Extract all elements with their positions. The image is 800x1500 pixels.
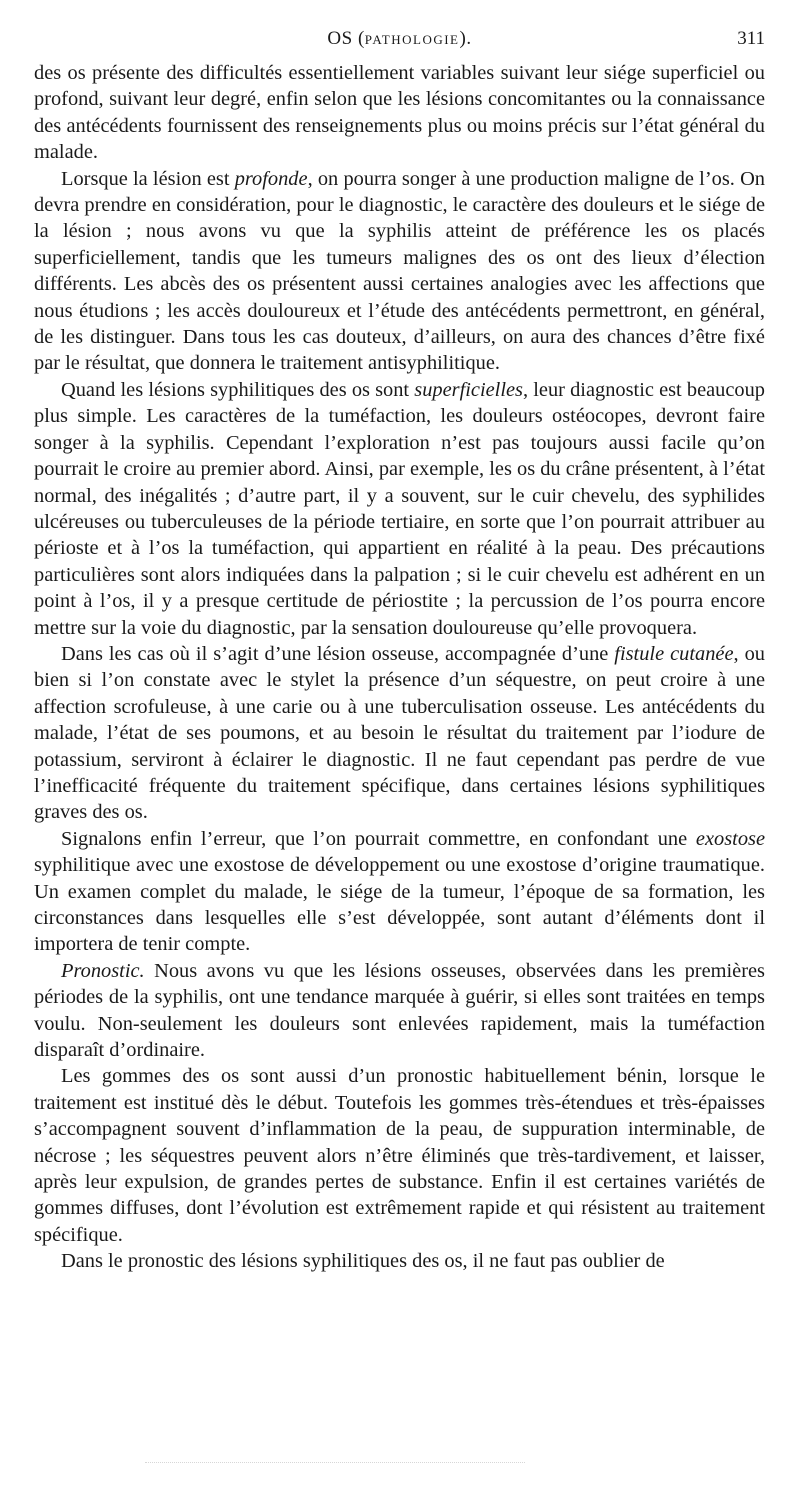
paragraph — [34, 1063, 765, 1248]
text-run: Dans le pronostic des lésions syphilitiques des os, il ne faut pas oublier de — [61, 1250, 665, 1273]
text-run: Nous avons vu que les lésions osseuses, observées dans les premières périodes de la syphilis, ont une tendance marquée à guérir, si elles sont traitées en temps voulu. Non-seulement les douleurs sont enlevées rapidement, mais la tuméfaction disparaît d’ordinaire. — [34, 959, 765, 1062]
text-run: des os présente des difficultés essentiellement variables suivant leur siége superficiel ou profond, suivant leur degré, enfin selon que les lésions concomitantes ou la connaissance des antécédents fournissent des renseignements plus ou moins précis sur l’état général du malade. — [34, 62, 765, 164]
paragraph — [34, 1248, 765, 1274]
text-run: , leur diagnostic est beaucoup plus simple. Les caractères de la tuméfaction, les douleurs ostéocopes, devront faire songer à la syphilis. Cependant l’exploration n’est pas toujours aussi facile qu’on pourrait le croire au premier abord. Ainsi, par exemple, les os du crâne présentent, à l’état normal, des inégalités ; d’autre part, il y a souvent, sur le cuir chevelu, des syphilides ulcéreuses ou tuberculeuses de la période tertiaire, en sorte que l’on pourrait attribuer au périoste et à l’os la tuméfaction, qui appartient en réalité à la peau. Des précautions particulières sont alors indiquées dans la palpation ; si le cuir chevelu est adhérent en un point à l’os, il y a presque certitude de périostite ; la percussion de l’os pourra encore mettre sur la voie du diagnostic, par la sensation douloureuse qu’elle provoquera. — [34, 378, 766, 639]
paragraph — [34, 377, 765, 641]
running-head — [34, 28, 765, 60]
italic-text: fistule cutanée — [614, 642, 734, 665]
paragraph — [34, 958, 765, 1064]
italic-text: Pronostic. — [61, 959, 145, 982]
text-run: , ou bien si l’on constate avec le stylet la présence d’un séquestre, on peut croire à une affection scrofuleuse, à une carie ou à une tuberculisation osseuse. Les antécédents du malade, l’état de ses poumons, et au besoin le résultat du traitement par l’iodure de potassium, serviront à éclairer le diagnostic. Il ne faut cependant pas perdre de vue l’inefficacité fréquente du traitement spécifique, dans certaines lésions syphilitiques graves des os. — [34, 642, 765, 824]
text-run: Quand les lésions syphilitiques des os sont — [61, 378, 415, 401]
text-run: Dans les cas où il s’agit d’une lésion osseuse, accompagnée d’une — [61, 642, 615, 665]
text-run: syphilitique avec une exostose de développement ou une exostose d’origine traumatique. Un examen complet du malade, le siége de la tumeur, l’époque de sa formation, les circonstances dans lesquelles elle s’est développée, sont autant d’éléments dont il importera de tenir compte. — [34, 854, 765, 956]
paragraph — [34, 60, 765, 166]
paragraph — [34, 166, 765, 377]
running-title — [34, 28, 765, 50]
running-title-prefix: OS ( — [327, 28, 365, 49]
text-run: Signalons enfin l’erreur, que l’on pourrait commettre, en confondant une — [61, 827, 696, 850]
italic-text: superficielles — [414, 378, 523, 401]
paragraph — [34, 826, 765, 958]
page-number: 311 — [737, 28, 765, 49]
page — [34, 28, 765, 1275]
text-run: Lorsque la lésion est — [61, 167, 235, 190]
running-title-smallcaps: PATHOLOGIE — [364, 32, 460, 47]
italic-text: exostose — [695, 827, 765, 850]
body-text — [34, 60, 765, 1275]
italic-text: profonde — [234, 167, 308, 190]
text-run: Les gommes des os sont aussi d’un pronostic habituellement bénin, lorsque le traitement est institué dès le début. Toutefois les gommes très-étendues et très-épaisses s’accompagnent souvent d’inflammation de la peau, de suppuration interminable, de nécrose ; les séquestres peuvent alors n’être éliminés que très-tardivement, et laisser, après leur expulsion, de grandes pertes de substance. Enfin il est certaines variétés de gommes diffuses, dont l’évolution est extrêmement rapide et qui résistent au traitement spécifique. — [34, 1065, 765, 1246]
text-run: , on pourra songer à une production maligne de l’os. On devra prendre en considération, pour le diagnostic, le caractère des douleurs et le siége de la lésion ; nous avons vu que la syphilis atteint de préférence les os placés superficiellement, tandis que les tumeurs malignes des os ont des lieux d’élection différents. Les abcès des os présentent aussi certaines analogies avec les affections que nous étudions ; les accès douloureux et l’étude des antécédents permettront, en général, de les distinguer. Dans tous les cas douteux, d’ailleurs, on aura des chances d’être fixé par le résultat, que donnera le traitement antisyphilitique. — [34, 167, 765, 375]
running-title-suffix: ). — [459, 28, 472, 49]
paragraph — [34, 641, 765, 826]
footer-print-marks — [145, 1462, 525, 1467]
